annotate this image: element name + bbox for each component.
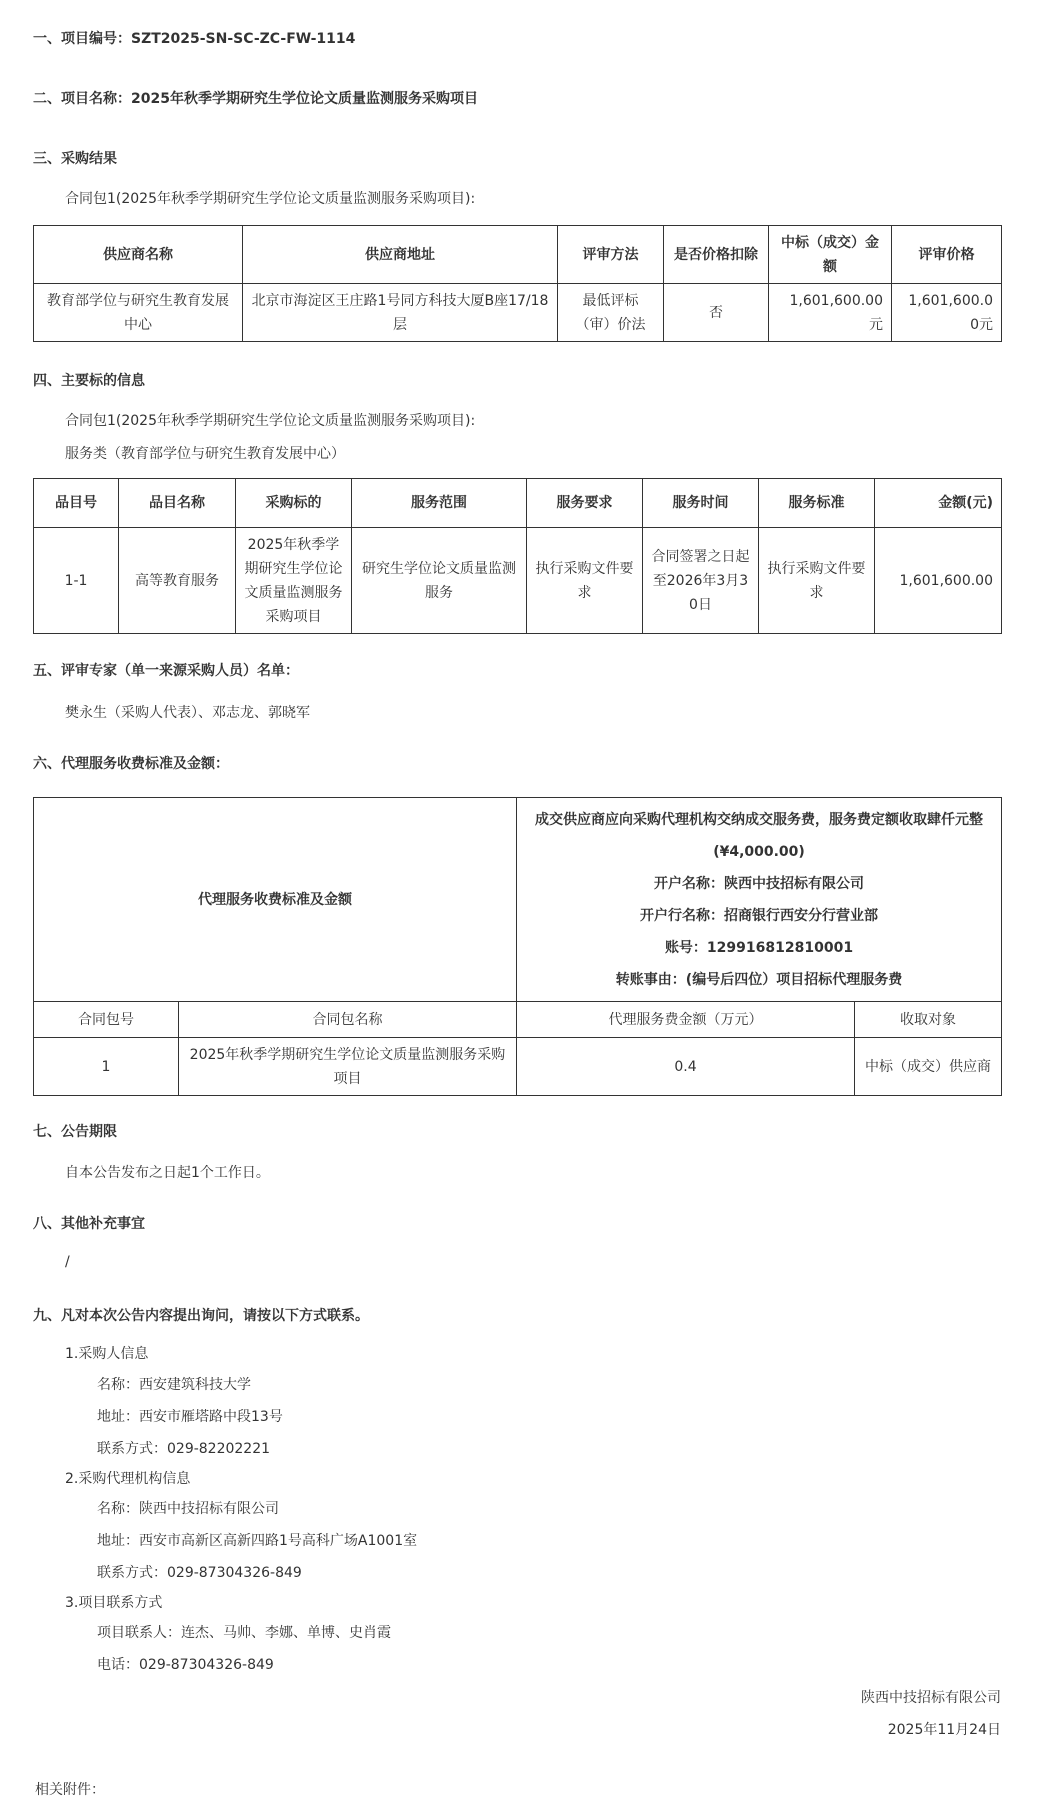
header-cell: 合同包名称 — [179, 1002, 517, 1038]
project-contact-people: 项目联系人：连杰、马帅、李娜、单博、史肖霞 — [97, 1625, 391, 1641]
fee-line: 开户行名称：招商银行西安分行营业部 — [640, 907, 878, 924]
section-main-subject-title: 四、主要标的信息 — [33, 373, 145, 389]
table-header-row — [34, 226, 1002, 284]
table-cell: 1,601,600.00元 — [892, 284, 1002, 342]
section-procurement-result-title: 三、采购结果 — [33, 151, 117, 167]
header-cell: 服务标准 — [759, 479, 875, 528]
table-cell: 1,601,600.00元 — [769, 284, 892, 342]
table-cell: 1,601,600.00 — [875, 528, 1002, 634]
table-cell: 2025年秋季学期研究生学位论文质量监测服务采购项目 — [236, 528, 352, 634]
fee-line: 账号：129916812810001 — [664, 939, 854, 956]
table-cell: 研究生学位论文质量监测服务 — [352, 528, 527, 634]
table-header-row — [34, 479, 1002, 528]
section-agency-fee-title: 六、代理服务收费标准及金额： — [33, 756, 229, 772]
project-contact-title: 3.项目联系方式 — [65, 1595, 163, 1611]
header-cell: 供应商地址 — [243, 226, 558, 284]
header-cell: 品目名称 — [119, 479, 236, 528]
table-cell: 否 — [664, 284, 769, 342]
table-row — [34, 528, 1002, 634]
experts-list: 樊永生（采购人代表）、邓志龙、郭晓军 — [65, 705, 310, 721]
header-cell: 评审价格 — [892, 226, 1002, 284]
project-name-value: 2025年秋季学期研究生学位论文质量监测服务采购项目 — [131, 91, 478, 107]
header-cell: 评审方法 — [558, 226, 664, 284]
fee-line: 开户名称：陕西中技招标有限公司 — [654, 875, 864, 892]
table-cell: 执行采购文件要求 — [759, 528, 875, 634]
result-table — [33, 225, 1002, 342]
fee-line: (¥4,000.00) — [713, 843, 805, 860]
header-cell: 收取对象 — [855, 1002, 1002, 1038]
subject-package-label: 合同包1(2025年秋季学期研究生学位论文质量监测服务采购项目): — [65, 413, 476, 429]
project-number-label: 一、项目编号： — [33, 31, 131, 47]
table-cell: 执行采购文件要求 — [527, 528, 643, 634]
fee-standard-label: 代理服务收费标准及金额 — [34, 798, 517, 1002]
agent-info-title: 2.采购代理机构信息 — [65, 1471, 191, 1487]
agency-fee-table — [33, 797, 1002, 1096]
other-matters-text: / — [65, 1254, 70, 1270]
header-cell: 中标（成交）金额 — [769, 226, 892, 284]
section-notice-period-title: 七、公告期限 — [33, 1124, 117, 1140]
header-cell: 品目号 — [34, 479, 119, 528]
agent-address: 地址：西安市高新区高新四路1号高科广场A1001室 — [97, 1533, 418, 1549]
table-cell: 1-1 — [34, 528, 119, 634]
table-cell: 教育部学位与研究生教育发展中心 — [34, 284, 243, 342]
fee-line: 成交供应商应向采购代理机构交纳成交服务费，服务费定额收取肆仟元整 — [535, 811, 983, 828]
subject-category: 服务类（教育部学位与研究生教育发展中心） — [65, 446, 345, 462]
fee-standard-detail — [517, 798, 1002, 1002]
buyer-phone: 联系方式：029-82202221 — [97, 1441, 271, 1457]
buyer-info-title: 1.采购人信息 — [65, 1346, 149, 1362]
table-row — [34, 1038, 1002, 1096]
header-cell: 采购标的 — [236, 479, 352, 528]
table-cell: 0.4 — [517, 1038, 855, 1096]
buyer-address: 地址：西安市雁塔路中段13号 — [97, 1409, 283, 1425]
header-cell: 服务时间 — [643, 479, 759, 528]
table-cell: 高等教育服务 — [119, 528, 236, 634]
section-other-matters-title: 八、其他补充事宜 — [33, 1216, 145, 1232]
table-cell: 最低评标（审）价法 — [558, 284, 664, 342]
table-row — [34, 284, 1002, 342]
agent-name: 名称：陕西中技招标有限公司 — [97, 1501, 279, 1517]
table-cell: 1 — [34, 1038, 179, 1096]
header-cell: 代理服务费金额（万元） — [517, 1002, 855, 1038]
project-contact-phone: 电话：029-87304326-849 — [97, 1657, 274, 1673]
notice-period-text: 自本公告发布之日起1个工作日。 — [65, 1165, 270, 1181]
header-cell: 服务要求 — [527, 479, 643, 528]
footer-company: 陕西中技招标有限公司 — [861, 1690, 1001, 1706]
project-number-value: SZT2025-SN-SC-ZC-FW-1114 — [131, 31, 356, 47]
table-cell: 合同签署之日起至2026年3月30日 — [643, 528, 759, 634]
header-cell: 是否价格扣除 — [664, 226, 769, 284]
subject-table — [33, 478, 1002, 634]
result-package-label: 合同包1(2025年秋季学期研究生学位论文质量监测服务采购项目): — [65, 191, 476, 207]
fee-line: 转账事由：(编号后四位）项目招标代理服务费 — [615, 971, 903, 988]
project-name — [33, 88, 478, 108]
header-cell: 合同包号 — [34, 1002, 179, 1038]
buyer-name: 名称：西安建筑科技大学 — [97, 1377, 251, 1393]
table-cell: 北京市海淀区王庄路1号同方科技大厦B座17/18层 — [243, 284, 558, 342]
project-name-label: 二、项目名称： — [33, 91, 131, 107]
agent-phone: 联系方式：029-87304326-849 — [97, 1565, 302, 1581]
attachments-label: 相关附件： — [35, 1782, 105, 1798]
fee-standard-row — [34, 798, 1002, 1002]
footer-date: 2025年11月24日 — [887, 1722, 1001, 1738]
table-cell: 中标（成交）供应商 — [855, 1038, 1002, 1096]
section-experts-title: 五、评审专家（单一来源采购人员）名单： — [33, 663, 299, 679]
section-contact-title: 九、凡对本次公告内容提出询问，请按以下方式联系。 — [33, 1308, 369, 1324]
project-number — [33, 28, 355, 48]
header-cell: 供应商名称 — [34, 226, 243, 284]
table-cell: 2025年秋季学期研究生学位论文质量监测服务采购项目 — [179, 1038, 517, 1096]
table-header-row — [34, 1002, 1002, 1038]
header-cell: 服务范围 — [352, 479, 527, 528]
header-cell: 金额(元) — [875, 479, 1002, 528]
